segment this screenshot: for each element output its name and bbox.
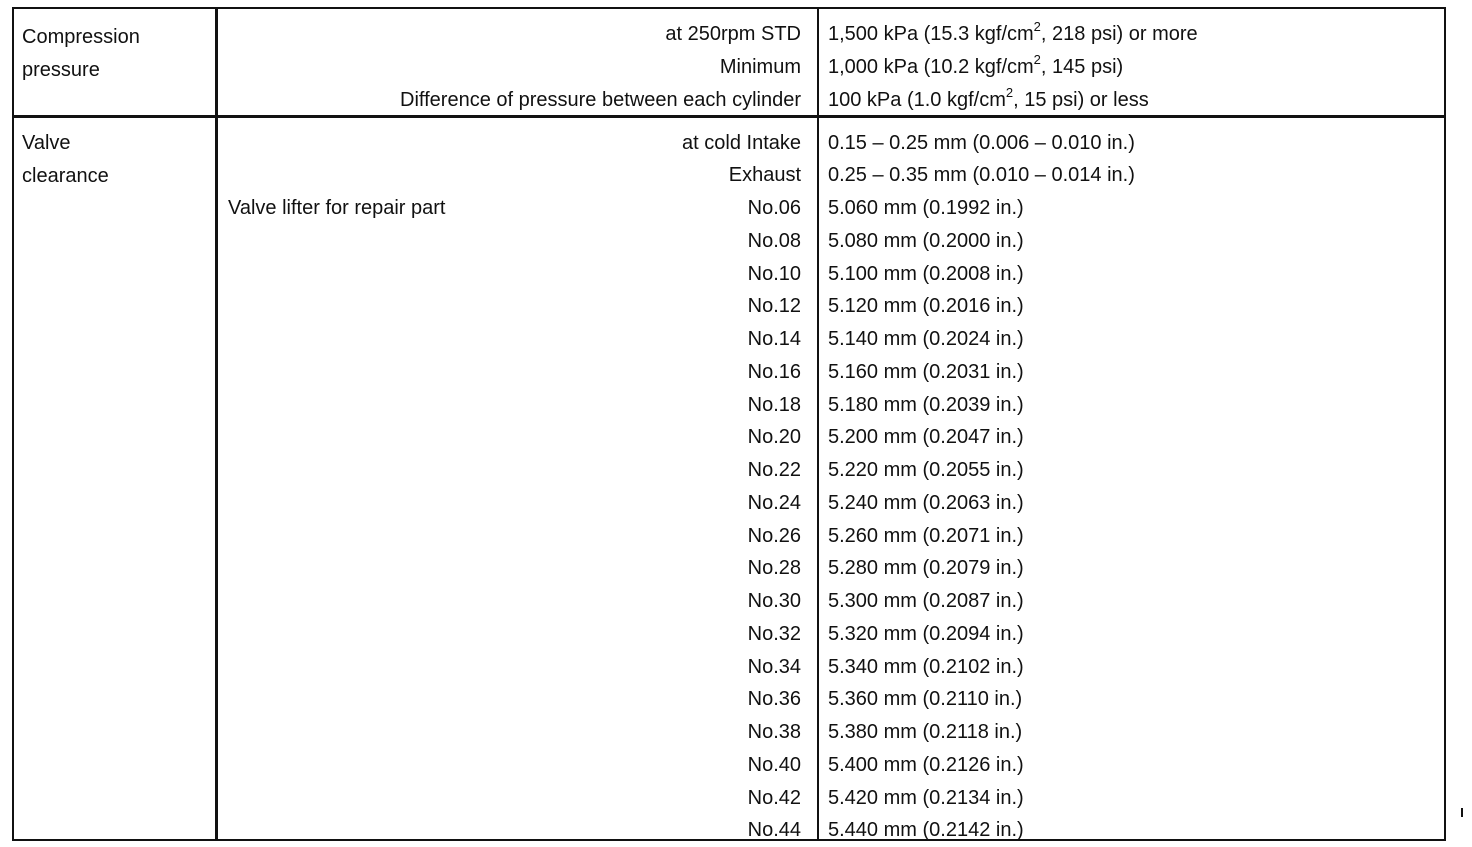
lifter-number: No.32 (747, 622, 801, 645)
lifter-number: No.28 (747, 557, 801, 580)
valve-section (14, 118, 1444, 842)
lifter-number: No.14 (747, 328, 801, 350)
value-pre: 1,500 kPa (15.3 kgf/cm (828, 23, 1034, 45)
lifter-value: 5.360 mm (0.2110 in.) (828, 688, 1023, 711)
lifter-value: 5.340 mm (0.2102 in.) (828, 655, 1024, 678)
lifter-value: 5.080 mm (0.2000 in.) (828, 229, 1024, 252)
spec-table (12, 7, 1446, 841)
value-cell: 1,000 kPa (10.2 kgf/$cm^2$, 145 psi) (828, 52, 1124, 78)
lifter-number: No.26 (747, 524, 801, 547)
condition-cell: at cold Intake (682, 132, 801, 154)
valve-row-intake (14, 127, 1444, 160)
lifter-number: No.40 (747, 753, 801, 776)
value-cell: 0.15 – 0.25 mm (0.006 – 0.010 in.) (828, 132, 1135, 154)
lifter-number: No.42 (747, 786, 801, 809)
lifter-number: No.34 (747, 655, 801, 678)
lifter-row (14, 258, 1444, 291)
lifter-value: 5.260 mm (0.2071 in.) (828, 524, 1024, 547)
lifter-row (14, 683, 1444, 716)
lifter-value: 5.380 mm (0.2118 in.) (828, 721, 1023, 743)
compression-row-difference (14, 84, 1444, 117)
lifter-row (14, 782, 1444, 815)
lifter-value: 5.200 mm (0.2047 in.) (828, 426, 1024, 449)
lifter-value: 5.320 mm (0.2094 in.) (828, 622, 1024, 645)
condition-cell: Minimum (719, 56, 801, 78)
compression-row-std (14, 18, 1444, 51)
lifter-number: No.08 (747, 229, 801, 252)
edge-mark (1461, 808, 1463, 817)
lifter-row (14, 225, 1444, 258)
lifter-number: No.06 (747, 197, 801, 219)
value-post: , 15 psi) or less (1013, 89, 1149, 111)
lifter-row (14, 618, 1444, 651)
lifter-number: No.12 (747, 295, 801, 318)
valve-label-line1: Valve (22, 132, 71, 154)
lifter-number: No.18 (747, 393, 801, 416)
lifter-number: No.10 (747, 262, 801, 285)
lifter-value: 5.180 mm (0.2039 in.) (828, 393, 1024, 416)
lifter-row (14, 454, 1444, 487)
lifter-row (14, 814, 1444, 847)
compression-row-minimum (14, 51, 1444, 84)
lifter-row (14, 487, 1444, 520)
lifter-value: 5.100 mm (0.2008 in.) (828, 262, 1024, 285)
lifter-value: 5.280 mm (0.2079 in.) (828, 557, 1024, 580)
lifter-number: No.16 (747, 360, 801, 383)
lifter-value: 5.060 mm (0.1992 in.) (828, 197, 1024, 219)
compression-label-line2: pressure (22, 59, 100, 81)
condition-cell: at 250rpm STD (665, 23, 801, 45)
lifter-value: 5.420 mm (0.2134 in.) (828, 786, 1024, 809)
lifter-number: No.36 (747, 688, 801, 711)
value-cell: 100 kPa (1.0 kgf/$cm^2$, 15 psi) or less (828, 85, 1149, 111)
lifter-value: 5.140 mm (0.2024 in.) (828, 328, 1024, 350)
lifter-value: 5.160 mm (0.2031 in.) (828, 360, 1024, 383)
condition-cell: Exhaust (728, 164, 801, 186)
lifter-row (14, 716, 1444, 749)
lifter-row (14, 323, 1444, 356)
lifter-row (14, 356, 1444, 389)
compression-section (14, 9, 1444, 115)
lifter-row (14, 290, 1444, 323)
compression-label-line1: Compression (22, 26, 140, 48)
lifter-value: 5.300 mm (0.2087 in.) (828, 590, 1024, 612)
lifter-value: 5.120 mm (0.2016 in.) (828, 295, 1024, 318)
value-post: , 218 psi) or more (1040, 23, 1198, 45)
lifter-row (14, 585, 1444, 618)
lifter-number: No.20 (747, 426, 801, 449)
lifter-row (14, 421, 1444, 454)
value-cell: 1,500 kPa (15.3 kgf/$cm^2$, 218 psi) or more (828, 19, 1198, 45)
value-post: , 145 psi) (1040, 56, 1124, 78)
value-cell: 0.25 – 0.35 mm (0.010 – 0.014 in.) (828, 164, 1135, 186)
lifter-label: Valve lifter for repair part (228, 197, 446, 219)
lifter-number: No.22 (747, 459, 801, 481)
lifter-value: 5.400 mm (0.2126 in.) (828, 753, 1024, 776)
lifter-row (14, 192, 1444, 225)
lifter-number: No.38 (747, 721, 801, 743)
lifter-row (14, 552, 1444, 585)
value-pre: 1,000 kPa (10.2 kgf/cm (828, 56, 1034, 78)
condition-cell: Difference of pressure between each cylinder (400, 89, 801, 111)
valve-row-exhaust (14, 159, 1444, 192)
lifter-row (14, 520, 1444, 553)
lifter-number: No.30 (747, 590, 801, 612)
lifter-value: 5.440 mm (0.2142 in.) (828, 819, 1024, 842)
lifter-number: No.24 (747, 491, 801, 514)
lifter-value: 5.220 mm (0.2055 in.) (828, 459, 1024, 481)
lifter-row (14, 749, 1444, 782)
lifter-number: No.44 (747, 819, 801, 842)
lifter-row (14, 651, 1444, 684)
valve-label-line2: clearance (22, 165, 109, 187)
value-pre: 100 kPa (1.0 kgf/cm (828, 89, 1006, 111)
lifter-row (14, 389, 1444, 422)
lifter-value: 5.240 mm (0.2063 in.) (828, 491, 1024, 514)
